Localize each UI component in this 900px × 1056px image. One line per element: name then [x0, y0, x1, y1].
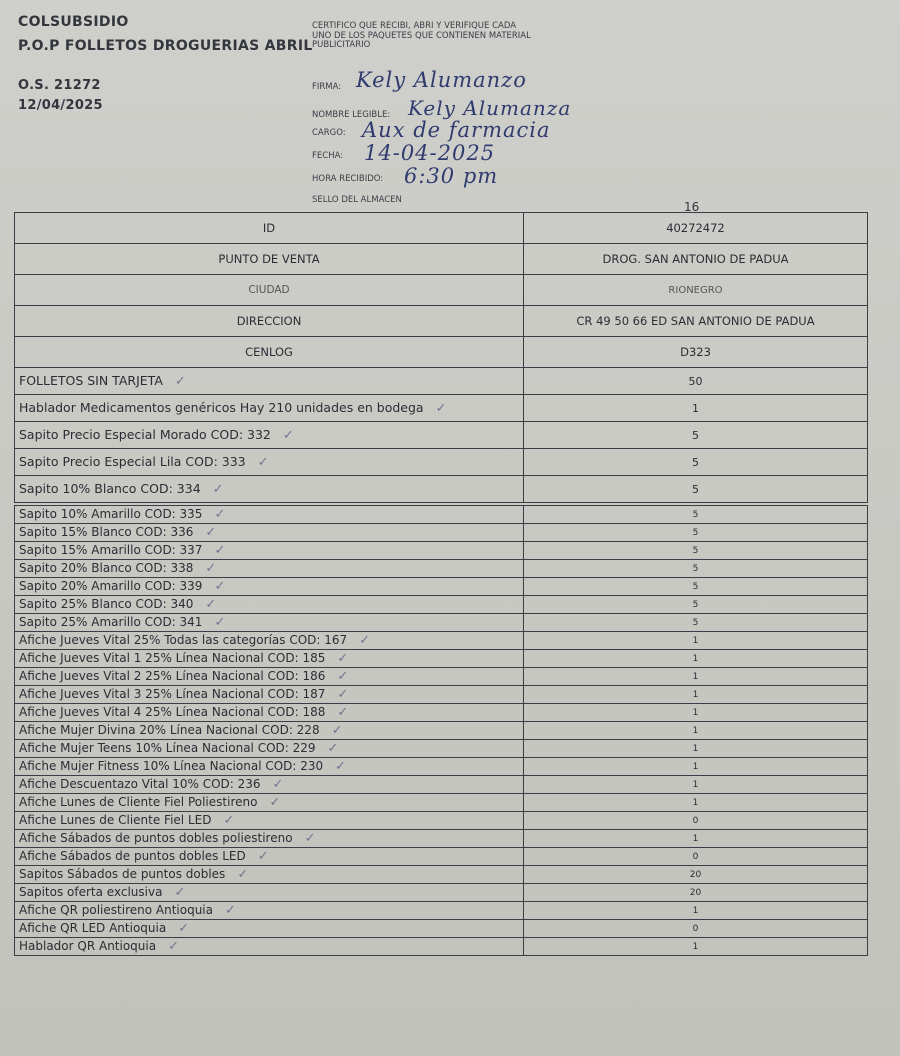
item-name: Sapito 20% Blanco COD: 338 — [19, 561, 194, 575]
quantity-cell: 5 — [524, 614, 868, 632]
item-name: ID — [262, 221, 276, 235]
item-name-cell — [15, 337, 524, 368]
item-name: Sapitos Sábados de puntos dobles — [19, 867, 226, 881]
table-row — [15, 395, 868, 422]
item-name-cell — [15, 848, 524, 866]
table-row — [15, 244, 868, 275]
certificate-text: CERTIFICO QUE RECIBI, ABRI Y VERIFIQUE CADA UNO DE LOS PAQUETES QUE CONTIENEN MATERIAL PUBLICITARIO — [312, 21, 531, 50]
item-name: Sapito Precio Especial Morado COD: 332 — [19, 427, 271, 442]
table-row — [15, 704, 868, 722]
item-name: Sapito 25% Amarillo COD: 341 — [19, 615, 203, 629]
quantity-cell: 40272472 — [524, 213, 868, 244]
quantity-cell: 5 — [524, 596, 868, 614]
item-name-cell — [15, 704, 524, 722]
table-row — [15, 542, 868, 560]
item-name: DIRECCION — [236, 314, 302, 328]
table-row — [15, 686, 868, 704]
quantity-cell: 1 — [524, 722, 868, 740]
hora-label: HORA RECIBIDO: — [312, 174, 384, 184]
table-row — [15, 758, 868, 776]
table-row — [15, 337, 868, 368]
item-name: FOLLETOS SIN TARJETA — [19, 373, 163, 388]
checkmark-icon: ✓ — [337, 669, 349, 684]
quantity-cell: 1 — [524, 395, 868, 422]
checkmark-icon: ✓ — [335, 759, 347, 774]
item-name-cell — [15, 632, 524, 650]
quantity-cell: 5 — [524, 506, 868, 524]
quantity-cell: 1 — [524, 776, 868, 794]
table-row — [15, 668, 868, 686]
item-name-cell — [15, 244, 524, 275]
checkmark-icon: ✓ — [223, 813, 235, 828]
signature: Kely Alumanzo — [356, 68, 527, 92]
hora-value: 6:30 pm — [404, 164, 499, 188]
quantity-cell: 50 — [524, 368, 868, 395]
item-name: Afiche QR poliestireno Antioquia — [19, 903, 213, 917]
item-name: Afiche Sábados de puntos dobles LED — [19, 849, 246, 863]
quantity-cell: 1 — [524, 632, 868, 650]
item-name: Afiche Jueves Vital 3 25% Línea Nacional COD: 187 — [19, 687, 326, 701]
checkmark-icon: ✓ — [282, 428, 294, 443]
table-row — [15, 740, 868, 758]
cargo-label: CARGO: — [312, 128, 346, 138]
quantity-cell: 1 — [524, 668, 868, 686]
table-row — [15, 938, 868, 956]
company-name: COLSUBSIDIO — [18, 14, 129, 30]
item-name-cell — [15, 812, 524, 830]
table-row — [15, 449, 868, 476]
compact-items-table — [14, 505, 868, 956]
item-name: Afiche Sábados de puntos dobles poliestireno — [19, 831, 293, 845]
store-info-table — [14, 212, 868, 503]
item-name-cell — [15, 578, 524, 596]
quantity-cell: 1 — [524, 740, 868, 758]
quantity-cell: 5 — [524, 449, 868, 476]
item-name: Sapito Precio Especial Lila COD: 333 — [19, 454, 246, 469]
item-name-cell — [15, 395, 524, 422]
item-name-cell — [15, 830, 524, 848]
item-name: Hablador Medicamentos genéricos Hay 210 unidades en bodega — [19, 400, 424, 415]
item-name-cell — [15, 722, 524, 740]
item-name: PUNTO DE VENTA — [218, 252, 320, 266]
item-name-cell — [15, 275, 524, 306]
checkmark-icon: ✓ — [337, 651, 349, 666]
table-row — [15, 902, 868, 920]
table-row — [15, 422, 868, 449]
item-name: Afiche Jueves Vital 1 25% Línea Nacional COD: 185 — [19, 651, 326, 665]
document-subtitle: P.O.P FOLLETOS DROGUERIAS ABRIL — [18, 38, 313, 54]
checkmark-icon: ✓ — [304, 831, 316, 846]
item-name: Sapito 10% Amarillo COD: 335 — [19, 507, 203, 521]
checkmark-icon: ✓ — [337, 687, 349, 702]
item-name-cell — [15, 758, 524, 776]
table-row — [15, 476, 868, 503]
checkmark-icon: ✓ — [435, 401, 447, 416]
table-row — [15, 596, 868, 614]
checkmark-icon: ✓ — [174, 885, 186, 900]
item-name: Afiche Lunes de Cliente Fiel Poliestireno — [19, 795, 258, 809]
item-name-cell — [15, 938, 524, 956]
table-row — [15, 506, 868, 524]
item-name: Sapito 15% Amarillo COD: 337 — [19, 543, 203, 557]
table-row — [15, 578, 868, 596]
table-row — [15, 830, 868, 848]
fecha-value: 14-04-2025 — [364, 141, 496, 165]
checkmark-icon: ✓ — [205, 597, 217, 612]
checkmark-icon: ✓ — [327, 741, 339, 756]
item-name-cell — [15, 902, 524, 920]
item-name: Afiche Lunes de Cliente Fiel LED — [19, 813, 212, 827]
table-row — [15, 812, 868, 830]
table-row — [15, 884, 868, 902]
item-name-cell — [15, 524, 524, 542]
item-name: Afiche Jueves Vital 4 25% Línea Nacional COD: 188 — [19, 705, 326, 719]
checkmark-icon: ✓ — [214, 543, 226, 558]
checkmark-icon: ✓ — [269, 795, 281, 810]
item-name: Afiche Descuentazo Vital 10% COD: 236 — [19, 777, 261, 791]
checkmark-icon: ✓ — [214, 615, 226, 630]
checkmark-icon: ✓ — [212, 482, 224, 497]
quantity-cell: 1 — [524, 686, 868, 704]
checkmark-icon: ✓ — [205, 561, 217, 576]
quantity-cell: 5 — [524, 476, 868, 503]
item-name: Sapito 15% Blanco COD: 336 — [19, 525, 194, 539]
table-row — [15, 524, 868, 542]
item-name-cell — [15, 650, 524, 668]
order-number: O.S. 21272 — [18, 78, 101, 93]
item-name: Afiche Jueves Vital 2 25% Línea Nacional COD: 186 — [19, 669, 326, 683]
table-row — [15, 866, 868, 884]
item-name: Afiche Mujer Divina 20% Línea Nacional COD: 228 — [19, 723, 320, 737]
table-row — [15, 560, 868, 578]
item-name-cell — [15, 422, 524, 449]
table-row — [15, 614, 868, 632]
checkmark-icon: ✓ — [272, 777, 284, 792]
item-name: Afiche QR LED Antioquia — [19, 921, 167, 935]
item-name-cell — [15, 542, 524, 560]
item-name-cell — [15, 920, 524, 938]
table-row — [15, 848, 868, 866]
table-row — [15, 632, 868, 650]
item-name-cell — [15, 884, 524, 902]
item-name-cell — [15, 866, 524, 884]
quantity-cell: 5 — [524, 578, 868, 596]
table-row — [15, 368, 868, 395]
cargo-value: Aux de farmacia — [362, 118, 551, 142]
item-name: Afiche Mujer Fitness 10% Línea Nacional COD: 230 — [19, 759, 324, 773]
item-name-cell — [15, 476, 524, 503]
item-name: CIUDAD — [248, 284, 290, 296]
table-row — [15, 920, 868, 938]
table-row — [15, 776, 868, 794]
quantity-cell: 1 — [524, 794, 868, 812]
checkmark-icon: ✓ — [178, 921, 190, 936]
document-date: 12/04/2025 — [18, 98, 103, 113]
item-name-cell — [15, 614, 524, 632]
checkmark-icon: ✓ — [257, 849, 269, 864]
quantity-cell: DROG. SAN ANTONIO DE PADUA — [524, 244, 868, 275]
quantity-cell: 0 — [524, 848, 868, 866]
quantity-cell: 5 — [524, 560, 868, 578]
quantity-cell: RIONEGRO — [524, 275, 868, 306]
quantity-cell: 1 — [524, 758, 868, 776]
item-name: Afiche Jueves Vital 25% Todas las categorías COD: 167 — [19, 633, 348, 647]
quantity-cell: 0 — [524, 920, 868, 938]
item-name-cell — [15, 668, 524, 686]
firma-label: FIRMA: — [312, 82, 342, 92]
quantity-cell: 1 — [524, 938, 868, 956]
table-row — [15, 794, 868, 812]
item-name-cell — [15, 506, 524, 524]
checkmark-icon: ✓ — [225, 903, 236, 918]
item-name-cell — [15, 794, 524, 812]
nombre-value: Kely Alumanza — [408, 96, 572, 120]
quantity-cell: D323 — [524, 337, 868, 368]
item-name-cell — [15, 306, 524, 337]
fecha-label: FECHA: — [312, 151, 344, 161]
item-name-cell — [15, 740, 524, 758]
quantity-cell: 1 — [524, 830, 868, 848]
page-number: 16 — [684, 200, 700, 214]
item-name-cell — [15, 596, 524, 614]
quantity-cell: 20 — [524, 884, 868, 902]
checkmark-icon: ✓ — [237, 867, 249, 882]
table-row — [15, 722, 868, 740]
nombre-label: NOMBRE LEGIBLE: — [312, 110, 391, 120]
item-name: Sapito 10% Blanco COD: 334 — [19, 481, 201, 496]
table-row — [15, 306, 868, 337]
quantity-cell: 5 — [524, 542, 868, 560]
table-row — [15, 275, 868, 306]
checkmark-icon: ✓ — [168, 939, 179, 954]
item-name: CENLOG — [245, 345, 293, 359]
quantity-cell: 5 — [524, 422, 868, 449]
checkmark-icon: ✓ — [205, 525, 217, 540]
quantity-cell: 1 — [524, 650, 868, 668]
quantity-cell: CR 49 50 66 ED SAN ANTONIO DE PADUA — [524, 306, 868, 337]
table-row — [15, 650, 868, 668]
quantity-cell: 5 — [524, 524, 868, 542]
checkmark-icon: ✓ — [174, 374, 186, 389]
table-row — [15, 213, 868, 244]
checkmark-icon: ✓ — [214, 579, 226, 594]
checkmark-icon: ✓ — [331, 723, 343, 738]
checkmark-icon: ✓ — [359, 633, 371, 648]
item-name: Sapitos oferta exclusiva — [19, 885, 163, 899]
checkmark-icon: ✓ — [214, 507, 226, 522]
quantity-cell: 20 — [524, 866, 868, 884]
quantity-cell: 1 — [524, 704, 868, 722]
item-name-cell — [15, 560, 524, 578]
item-name-cell — [15, 776, 524, 794]
item-name-cell — [15, 686, 524, 704]
item-name: Afiche Mujer Teens 10% Línea Nacional COD: 229 — [19, 741, 316, 755]
checkmark-icon: ✓ — [337, 705, 349, 720]
item-name: Sapito 20% Amarillo COD: 339 — [19, 579, 203, 593]
sello-label: SELLO DEL ALMACEN — [312, 195, 402, 205]
item-name: Hablador QR Antioquia — [19, 939, 157, 953]
checkmark-icon: ✓ — [257, 455, 269, 470]
item-name-cell — [15, 368, 524, 395]
item-name-cell — [15, 449, 524, 476]
quantity-cell: 1 — [524, 902, 868, 920]
item-name-cell — [15, 213, 524, 244]
item-name: Sapito 25% Blanco COD: 340 — [19, 597, 194, 611]
quantity-cell: 0 — [524, 812, 868, 830]
